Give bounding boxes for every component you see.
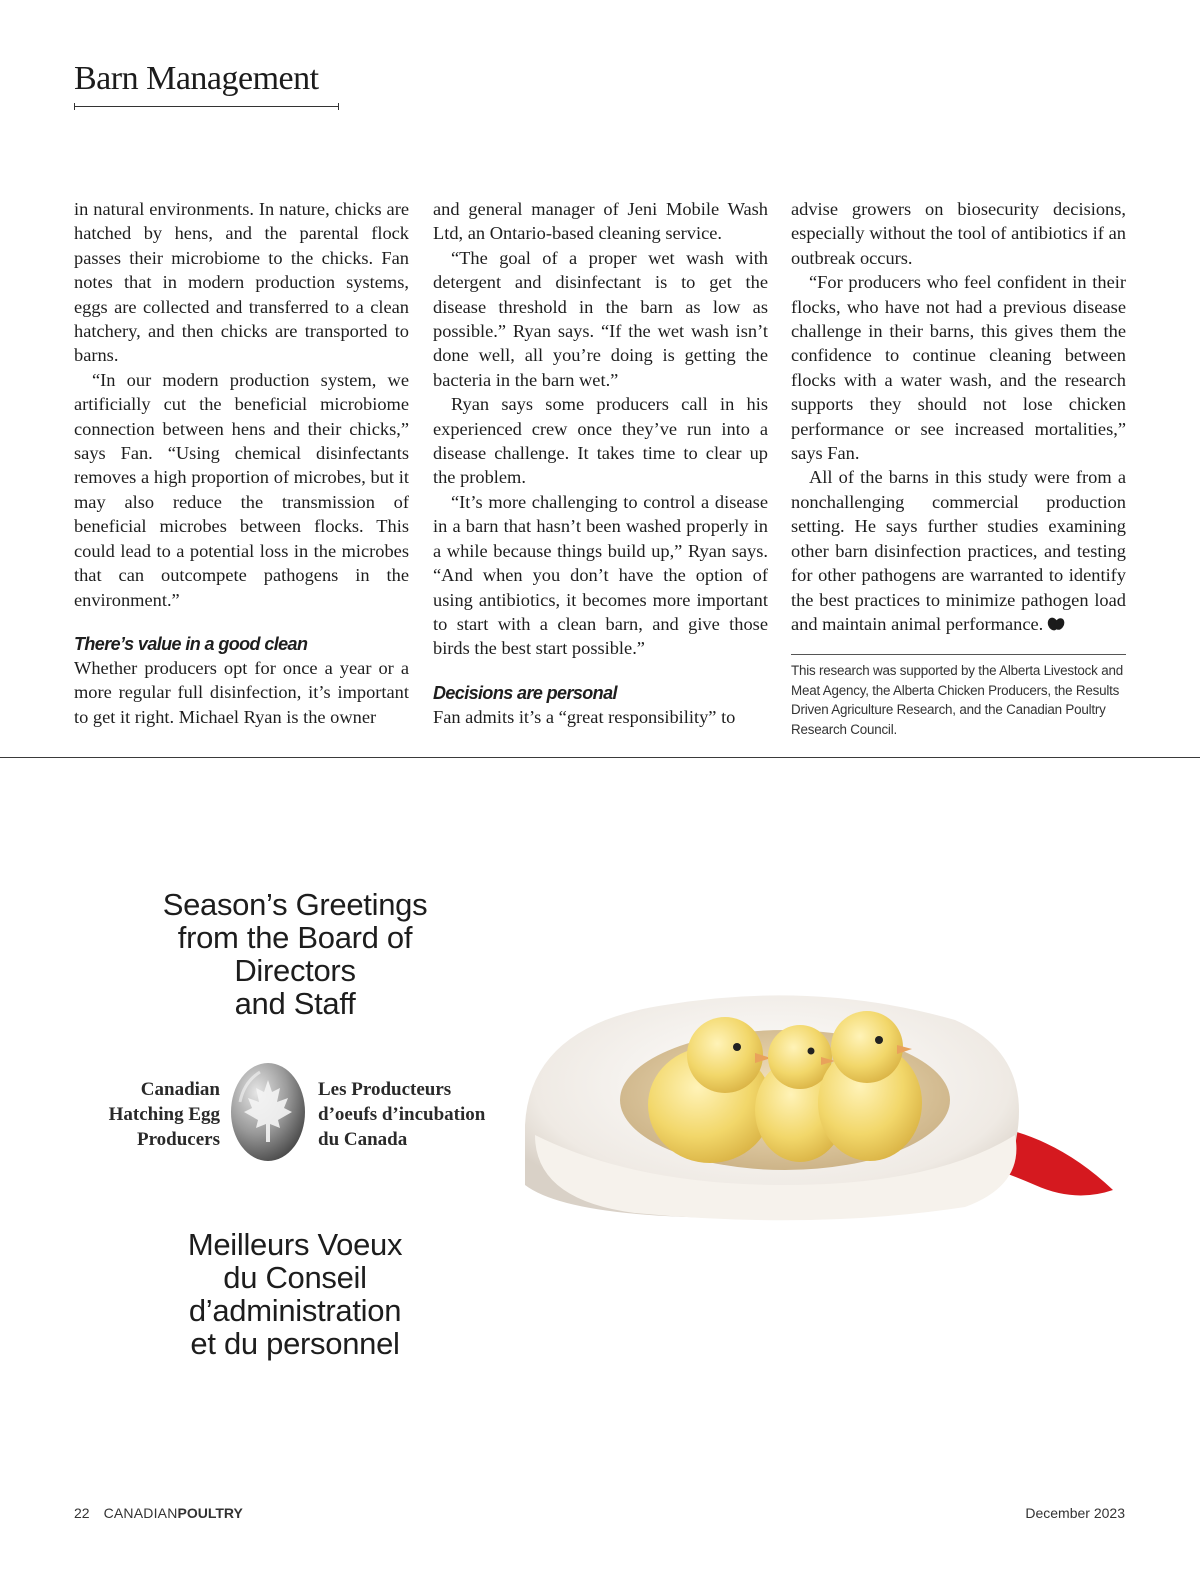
paragraph: “It’s more challenging to control a disease in a barn that hasn’t been washed properly in a while because things build up,” Ryan says. “And when you don’t have the option of using antibiotics, it becomes more important to start with a clean barn, and give those birds the best start possible.” — [433, 491, 768, 659]
greeting-line: du Conseil — [223, 1260, 367, 1295]
section-title: Barn Management — [74, 60, 319, 97]
paragraph — [791, 465, 1126, 636]
greeting-english — [140, 888, 450, 1020]
greeting-line: Meilleurs Voeux — [187, 1227, 403, 1262]
chicks-in-santa-hat-photo — [515, 985, 1115, 1225]
org-name-line: du Canada — [318, 1129, 408, 1150]
org-name-english — [60, 1077, 220, 1152]
greeting-french — [150, 1228, 440, 1360]
greeting-line: Season’s Greetings — [162, 887, 428, 922]
paragraph: “For producers who feel confident in their flocks, who have not had a previous disease challenge in their barns, this gives them the confidence to continue cleaning between flocks with a water wash, and the research supports they should not lose chicken performance or see increased mortalities,” says Fan. — [791, 272, 1126, 464]
article-column-1 — [74, 197, 409, 729]
greeting-line: and Staff — [234, 986, 356, 1021]
paragraph: Ryan says some producers call in his experienced crew once they’ve run into a disease challenge. It takes time to clear up the problem. — [433, 394, 768, 488]
subheading: Decisions are personal — [433, 682, 617, 703]
magazine-name-bold: POULTRY — [177, 1505, 243, 1521]
paragraph: “In our modern production system, we artificially cut the beneficial microbiome connection between hens and their chicks,” says Fan. “Using chemical disinfectants removes a high proportion of microbes, but it may also reduce the transmission of beneficial microbes between flocks. This could lead to a potential loss in the microbes that can outcompete pathogens in the environment.” — [74, 369, 409, 610]
paragraph-text: All of the barns in this study were from a nonchallenging commercial production setting. He says further studies examining other barn disinfection practices, and testing for other pathogens are warranted to identify the best practices to minimize pathogen load and maintain animal performance. — [791, 467, 1126, 634]
greeting-line: Directors — [234, 953, 356, 988]
article-column-3 — [791, 197, 1126, 739]
paragraph: and general manager of Jeni Mobile Wash Ltd, an Ontario-based cleaning service. — [433, 199, 768, 244]
maple-leaf-egg-logo — [230, 1062, 306, 1162]
paragraph: advise growers on biosecurity decisions, especially without the tool of antibiotics if an outbreak occurs. — [791, 199, 1126, 268]
paragraph: in natural environments. In nature, chicks are hatched by hens, and the parental flock passes their microbiome to the chicks. Fan notes that in modern production systems, eggs are collected and transferred to a clean hatchery, and then chicks are transported to barns. — [74, 199, 409, 366]
subheading: There’s value in a good clean — [74, 633, 308, 654]
paragraph: Whether producers opt for once a year or a more regular full disinfection, it’s important to get it right. Michael Ryan is the owner — [74, 657, 409, 727]
greeting-line: et du personnel — [190, 1326, 400, 1361]
paragraph: “The goal of a proper wet wash with detergent and disinfectant is to get the disease threshold in the barn as low as possible.” Ryan says. “If the wet wash isn’t done well, all you’re doing is getting the bacteria in the barn wet.” — [433, 247, 768, 390]
greeting-line: d’administration — [188, 1293, 402, 1328]
org-name-line: d’oeufs d’incubation — [318, 1104, 486, 1125]
org-name-french — [318, 1077, 518, 1152]
org-name-line: Hatching Egg — [108, 1104, 220, 1125]
footer-left — [74, 1505, 243, 1521]
org-name-line: Canadian — [140, 1079, 220, 1100]
credit-divider — [791, 654, 1126, 655]
paragraph: Fan admits it’s a “great responsibility” to — [433, 706, 736, 727]
article-column-2 — [433, 197, 768, 729]
end-of-article-icon — [1047, 616, 1065, 632]
org-name-line: Producers — [136, 1129, 220, 1150]
page-divider — [0, 757, 1200, 758]
issue-date: December 2023 — [1025, 1505, 1125, 1521]
page-number: 22 — [74, 1505, 90, 1521]
section-title-rule — [74, 106, 339, 107]
research-credit: This research was supported by the Alberta Livestock and Meat Agency, the Alberta Chicken Producers, the Results Driven Agriculture Research, and the Canadian Poultry Research Council. — [791, 663, 1123, 737]
magazine-name-light: CANADIAN — [103, 1505, 178, 1521]
greeting-line: from the Board of — [177, 920, 413, 955]
org-name-line: Les Producteurs — [318, 1079, 452, 1100]
